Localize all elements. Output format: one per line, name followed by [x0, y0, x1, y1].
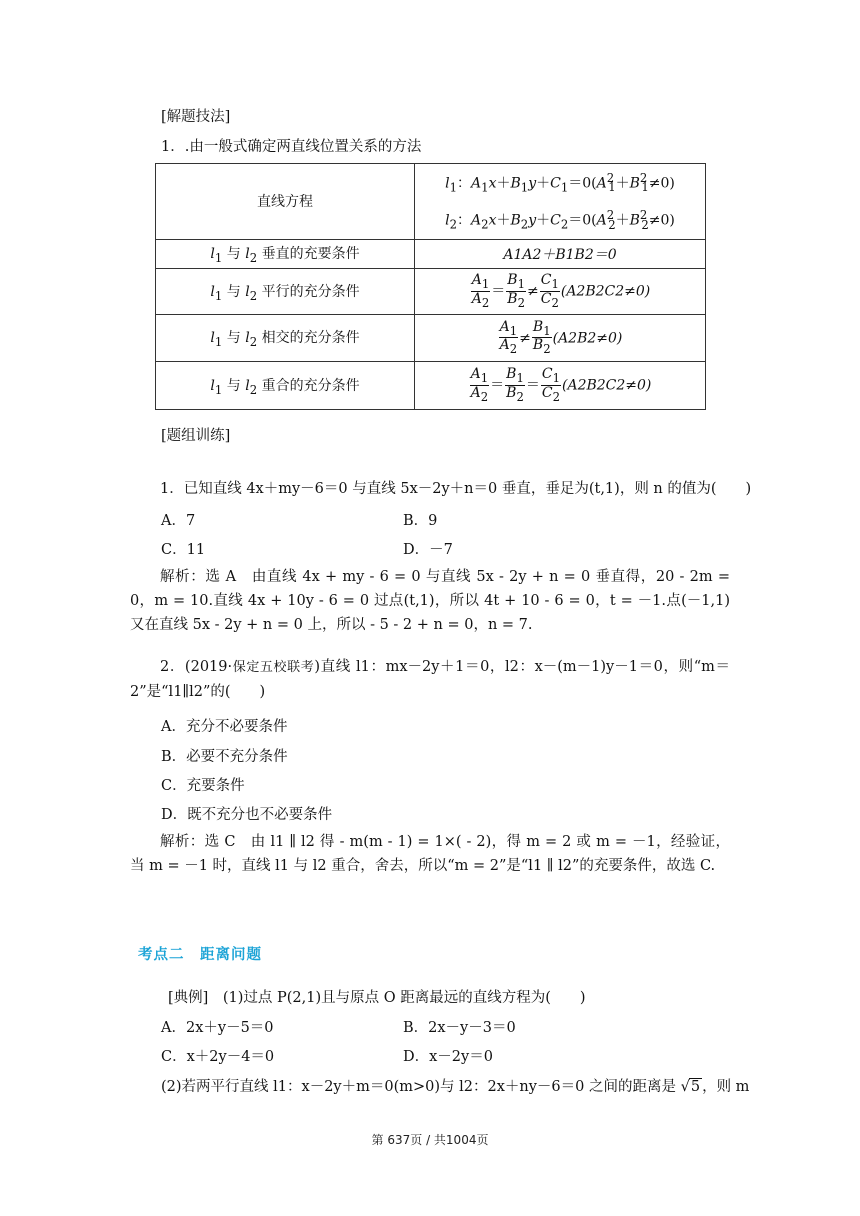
- page-footer: 第 637页 / 共1004页: [371, 1133, 489, 1147]
- heading-method: [解题技法]: [161, 109, 231, 125]
- q1-solution: 解析：选 A 由直线 4x + my - 6 = 0 与直线 5x - 2y + n = 0 垂直得，20 - 2m = 0，m = 10.直线 4x + 10y - 6 = 0 过点(t,1)，所以 4t + 10 - 6 = 0，t = －1.点(－1,1)又在直线 5x - 2y + n = 0 上，所以 - 5 - 2 + n = 0，n = 7.: [130, 569, 730, 633]
- question-2-stem: 2．(2019·保定五校联考)直线 l1：mx－2y＋1＝0，l2：x－(m－1)y－1＝0，则“m＝2”是“l1∥l2”的( ): [130, 659, 730, 700]
- heading-practice: [题组训练]: [161, 428, 231, 444]
- table-row-value: $\frac{A_1}{A_2}$ ＝ $\frac{B_1}{B_2}$ ＝ $\frac{C_1}{C_2}$ (A2B2C2≠0): [415, 361, 706, 409]
- example-option-c: C．x＋2y－4＝0: [161, 1049, 275, 1065]
- q1-option-a: A．7: [161, 513, 196, 529]
- example-option-b: B．2x－y－3＝0: [403, 1020, 516, 1036]
- sqrt-value: 5: [690, 1079, 701, 1095]
- q2-option-b: B．必要不充分条件: [161, 749, 288, 765]
- example-part-2: (2)若两平行直线 l1：x－2y＋m＝0(m>0)与 l2：2x＋ny－6＝0 之间的距离是 √5 ，则 m: [161, 1079, 750, 1095]
- q2-option-c: C．充要条件: [161, 778, 245, 794]
- q2-option-d: D．既不充分也不必要条件: [161, 807, 333, 823]
- method-title: 1．.由一般式确定两直线位置关系的方法: [161, 139, 422, 155]
- question-source: 保定五校联考: [232, 660, 315, 675]
- question-1-stem: 1．已知直线 4x＋my－6＝0 与直线 5x－2y＋n＝0 垂直，垂足为(t,1)，则 n 的值为( ): [160, 481, 752, 497]
- table-row-value: $\frac{A_1}{A_2}$ ≠ $\frac{B_1}{B_2}$ (A2B2≠0): [415, 314, 706, 361]
- table-row-value: A1A2＋B1B2＝0: [415, 239, 706, 268]
- table-row-label: $l_1$ 与 $l_2$ 垂直的充要条件: [156, 239, 415, 268]
- q2-solution: 解析：选 C 由 l1 ∥ l2 得 - m(m - 1) = 1×( - 2)，得 m = 2 或 m = －1，经验证，当 m = －1 时，直线 l1 与 l2 重合，舍去，所以“m = 2”是“l1 ∥ l2”的充要条件，故选 C.: [130, 834, 730, 874]
- table-row-value: $\frac{A_1}{A_2}$ ＝ $\frac{B_1}{B_2}$ ≠ $\frac{C_1}{C_2}$ (A2B2C2≠0): [415, 268, 706, 314]
- q1-option-b: B．9: [403, 513, 438, 529]
- q1-option-d: D．－7: [403, 542, 453, 558]
- q2-option-a: A．充分不必要条件: [161, 719, 288, 735]
- example-option-a: A．2x＋y－5＝0: [161, 1020, 274, 1036]
- table-row-label: $l_1$ 与 $l_2$ 重合的充分条件: [156, 361, 415, 409]
- table-row-label: $l_1$ 与 $l_2$ 相交的充分条件: [156, 314, 415, 361]
- section-title: 考点二 距离问题: [138, 947, 262, 963]
- table-row-label: 直线方程: [156, 164, 415, 240]
- table-row-value: $l_1$：$A_1x+B_1y+C_1=0(A^2_1+B^2_1\ne 0)$ $l_2$：$A_2x+B_2y+C_2=0(A^2_2+B^2_2\ne 0)$: [415, 164, 706, 240]
- q1-option-c: C．11: [161, 542, 206, 558]
- table-row-label: $l_1$ 与 $l_2$ 平行的充分条件: [156, 268, 415, 314]
- method-table: [155, 163, 706, 410]
- example-option-d: D．x－2y＝0: [403, 1049, 493, 1065]
- example-stem: [典例] (1)过点 P(2,1)且与原点 O 距离最远的直线方程为( ): [168, 990, 586, 1006]
